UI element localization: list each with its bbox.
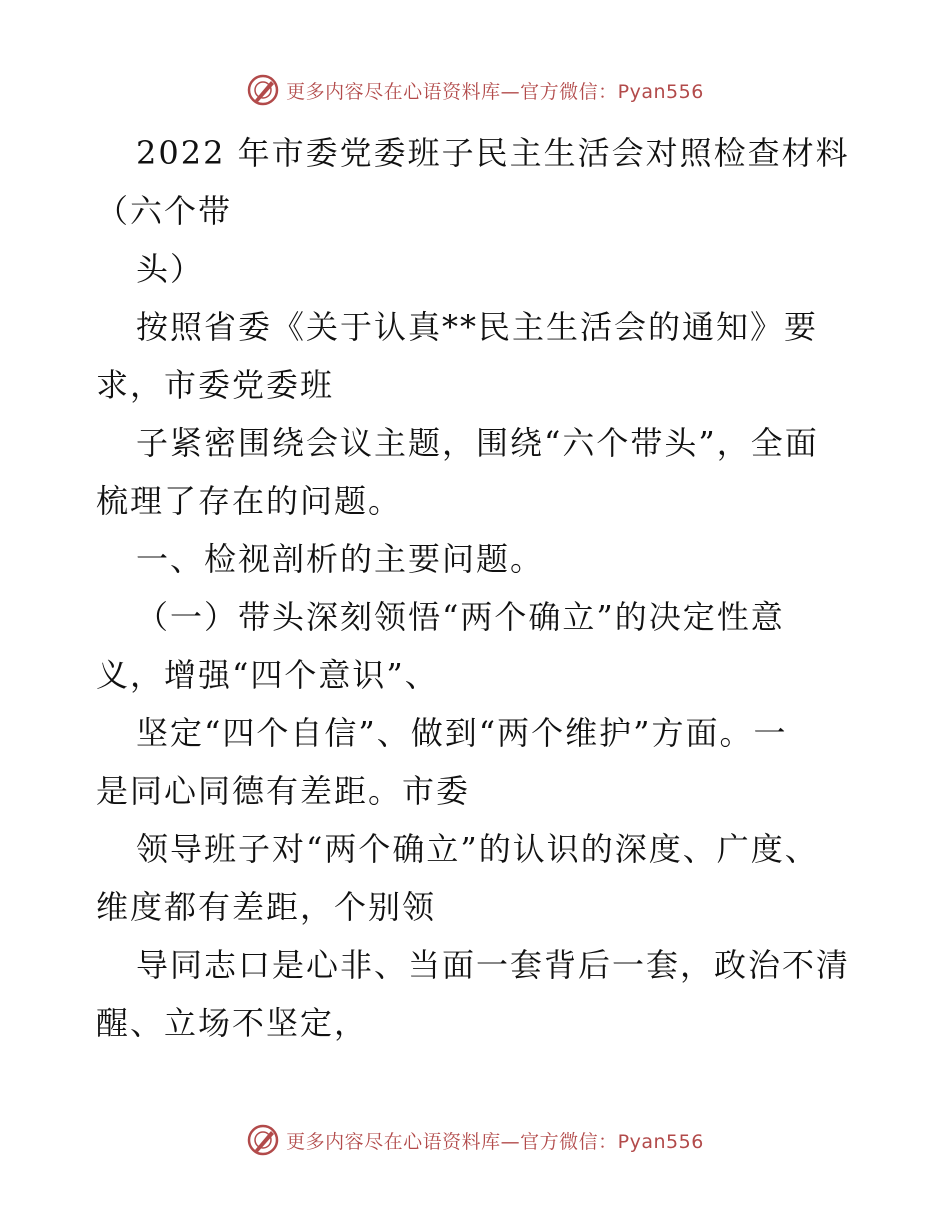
title-line-1: 2022 年市委党委班子民主生活会对照检查材料 — [136, 134, 850, 172]
paragraph-line: 求，市委党委班 — [96, 366, 335, 404]
paragraph-line: 维度都有差距，个别领 — [96, 888, 437, 926]
paragraph-line: 子紧密围绕会议主题，围绕“六个带头”，全面 — [136, 424, 819, 462]
paragraph-line: 坚定“四个自信”、做到“两个维护”方面。一 — [136, 714, 788, 752]
header-watermark — [0, 70, 950, 110]
pen-logo-icon — [246, 73, 280, 107]
paragraph-line: 按照省委《关于认真**民主生活会的通知》要 — [136, 308, 819, 346]
document-body — [96, 124, 856, 1052]
title-line-2: （六个带 — [96, 192, 233, 230]
paragraph-line: 醒、立场不坚定， — [96, 1004, 369, 1042]
paragraph-line: 义，增强“四个意识”、 — [96, 656, 439, 694]
pen-logo-icon — [246, 1123, 280, 1157]
watermark-text: 更多内容尽在心语资料库—官方微信：Pyan556 — [286, 1130, 704, 1153]
watermark-text: 更多内容尽在心语资料库—官方微信：Pyan556 — [286, 80, 704, 103]
paragraph-line: 导同志口是心非、当面一套背后一套，政治不清 — [136, 946, 851, 984]
paragraph-line: 领导班子对“两个确立”的认识的深度、广度、 — [136, 830, 819, 868]
paragraph-line: 梳理了存在的问题。 — [96, 482, 403, 520]
paragraph-line: 是同心同德有差距。市委 — [96, 772, 471, 810]
section-heading: 一、检视剖析的主要问题。 — [136, 540, 545, 578]
footer-watermark — [0, 1120, 950, 1160]
subsection-heading: （一）带头深刻领悟“两个确立”的决定性意 — [136, 598, 785, 636]
title-line-3: 头） — [136, 250, 205, 288]
